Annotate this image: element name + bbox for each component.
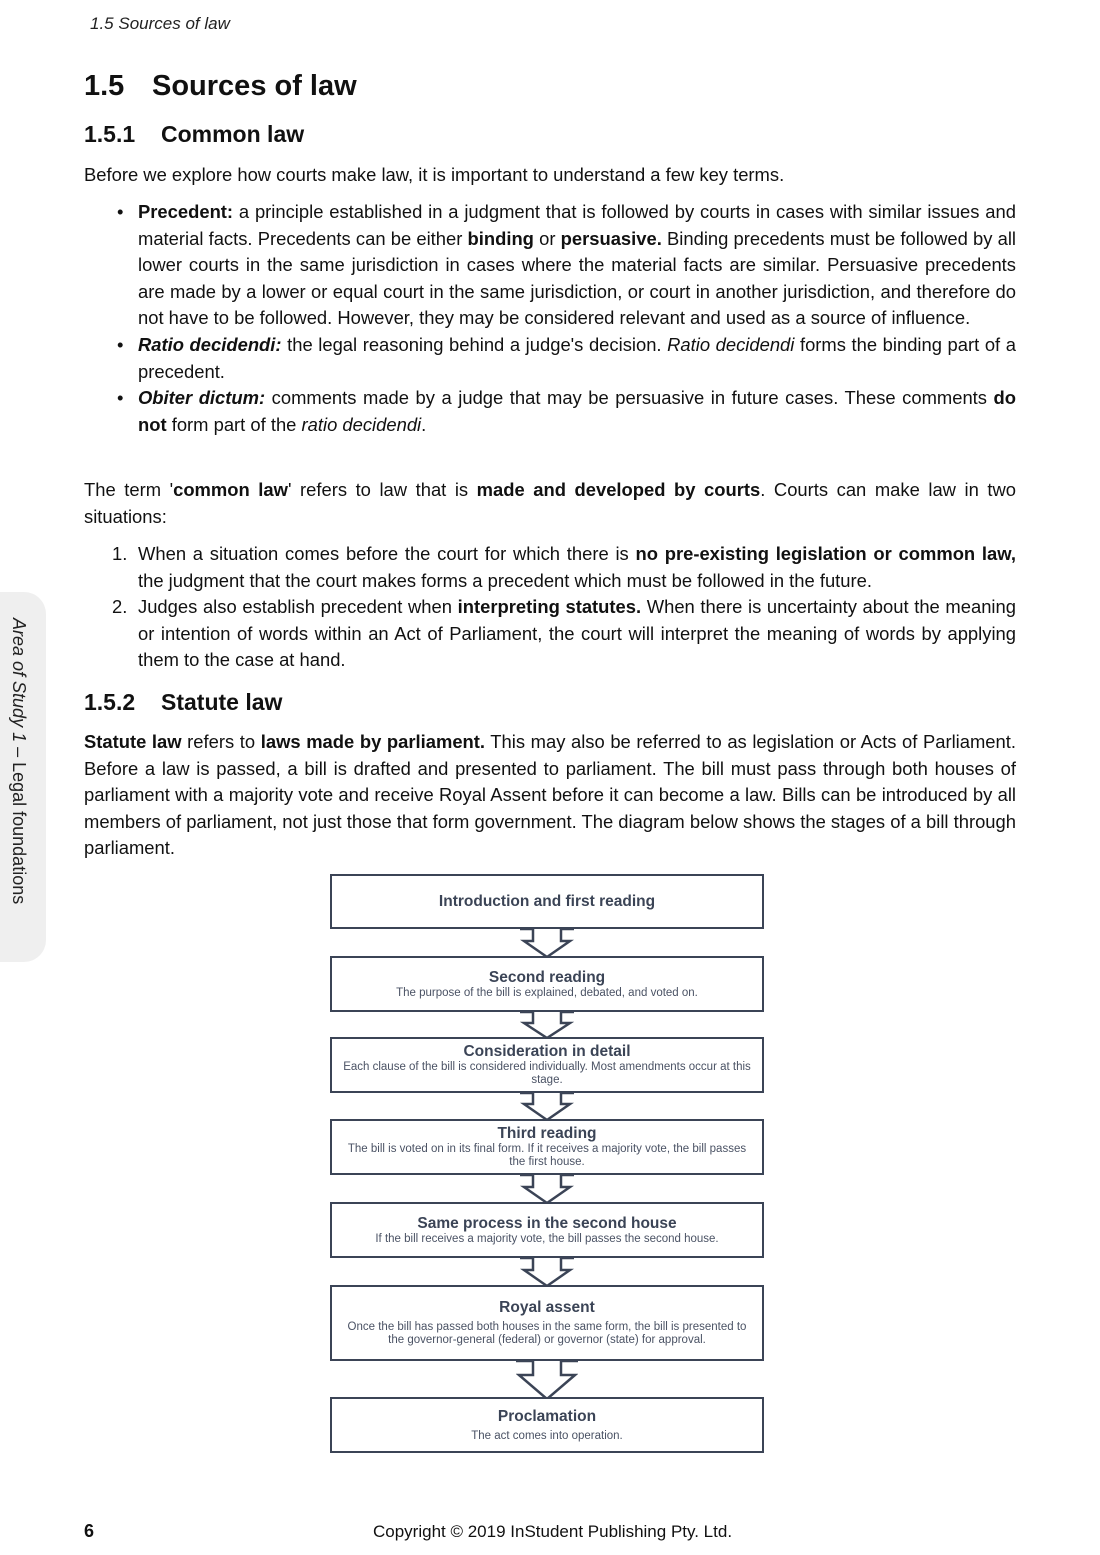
down-arrow-icon [520,1173,574,1205]
down-arrow-icon [516,1359,578,1401]
stage-box: Royal assent Once the bill has passed both houses in the same form, the bill is presented to the governor-general (federal) or governor (state) for approval. [330,1285,764,1361]
subsection-heading-common-law: 1.5.1 Common law [84,121,305,147]
key-terms-list [84,199,1016,438]
stage-box: Third reading The bill is voted on in its final form. If it receives a majority vote, the bill passes the first house. [330,1119,764,1175]
stage-box: Consideration in detail Each clause of the bill is considered individually. Most amendments occur at this stage. [330,1037,764,1093]
topic-label: Legal foundations [9,762,29,905]
section-heading: 1.5 Sources of law [84,70,357,102]
list-item: 1. When a situation comes before the court for which there is no pre-existing legislation or common law, the judgment that the court makes forms a precedent which must be followed in the future. [112,543,1016,591]
stage-box: Introduction and first reading [330,874,764,929]
page-number: 6 [84,1521,95,1541]
list-item: 2. Judges also establish precedent when interpreting statutes. When there is uncertainty about the meaning or intention of words within an Act of Parliament, the court will interpret the meaning of words by applying them to the case at hand. [112,596,1016,671]
common-law-definition: The term 'common law' refers to law that is made and developed by courts. Courts can make law in two situations: [84,479,1016,527]
down-arrow-icon [520,1010,574,1040]
copyright-notice: Copyright © 2019 InStudent Publishing Pty. Ltd. [373,1522,733,1541]
list-item: • Precedent: a principle established in a judgment that is followed by courts in cases with similar issues and material facts. Precedents can be either binding or persuasive. Binding precedents must be followed by all lower courts in the same jurisdiction in cases where the material facts are similar. Persuasive precedents are made by a lower or equal court in the same jurisdiction, or court in another jurisdiction, and therefore do not have to be followed. However, they may be considered relevant and used as a source of influence. [117,201,1016,329]
stage-box: Second reading The purpose of the bill is explained, debated, and voted on. [330,956,764,1012]
subsection-heading-statute-law: 1.5.2 Statute law [84,689,283,715]
list-item: • Ratio decidendi: the legal reasoning behind a judge's decision. Ratio decidendi forms the binding part of a precedent. [117,333,1016,382]
side-tab-label: Area of Study 1 – Legal foundations [9,618,29,905]
running-header: 1.5 Sources of law [90,14,230,33]
stage-box: Same process in the second house If the bill receives a majority vote, the bill passes the second house. [330,1202,764,1258]
down-arrow-icon [520,1091,574,1122]
down-arrow-icon [520,1256,574,1288]
situations-list [84,541,1016,674]
area-of-study-label: Area of Study 1 [9,618,29,743]
intro-paragraph: Before we explore how courts make law, it is important to understand a few key terms. [84,164,785,185]
list-item: • Obiter dictum: comments made by a judge that may be persuasive in future cases. These comments do not form part of the ratio decidendi. [117,387,1016,435]
statute-law-paragraph: Statute law refers to laws made by parliament. This may also be referred to as legislation or Acts of Parliament. Before a law is passed, a bill is drafted and presented to parliament. The bill must pass through both houses of parliament with a majority vote and receive Royal Assent before it can become a law. Bills can be introduced by all members of parliament, not just those that form government. The diagram below shows the stages of a bill through parliament. [84,731,1016,859]
stage-box: Proclamation The act comes into operation. [330,1397,764,1453]
down-arrow-icon [520,927,574,959]
